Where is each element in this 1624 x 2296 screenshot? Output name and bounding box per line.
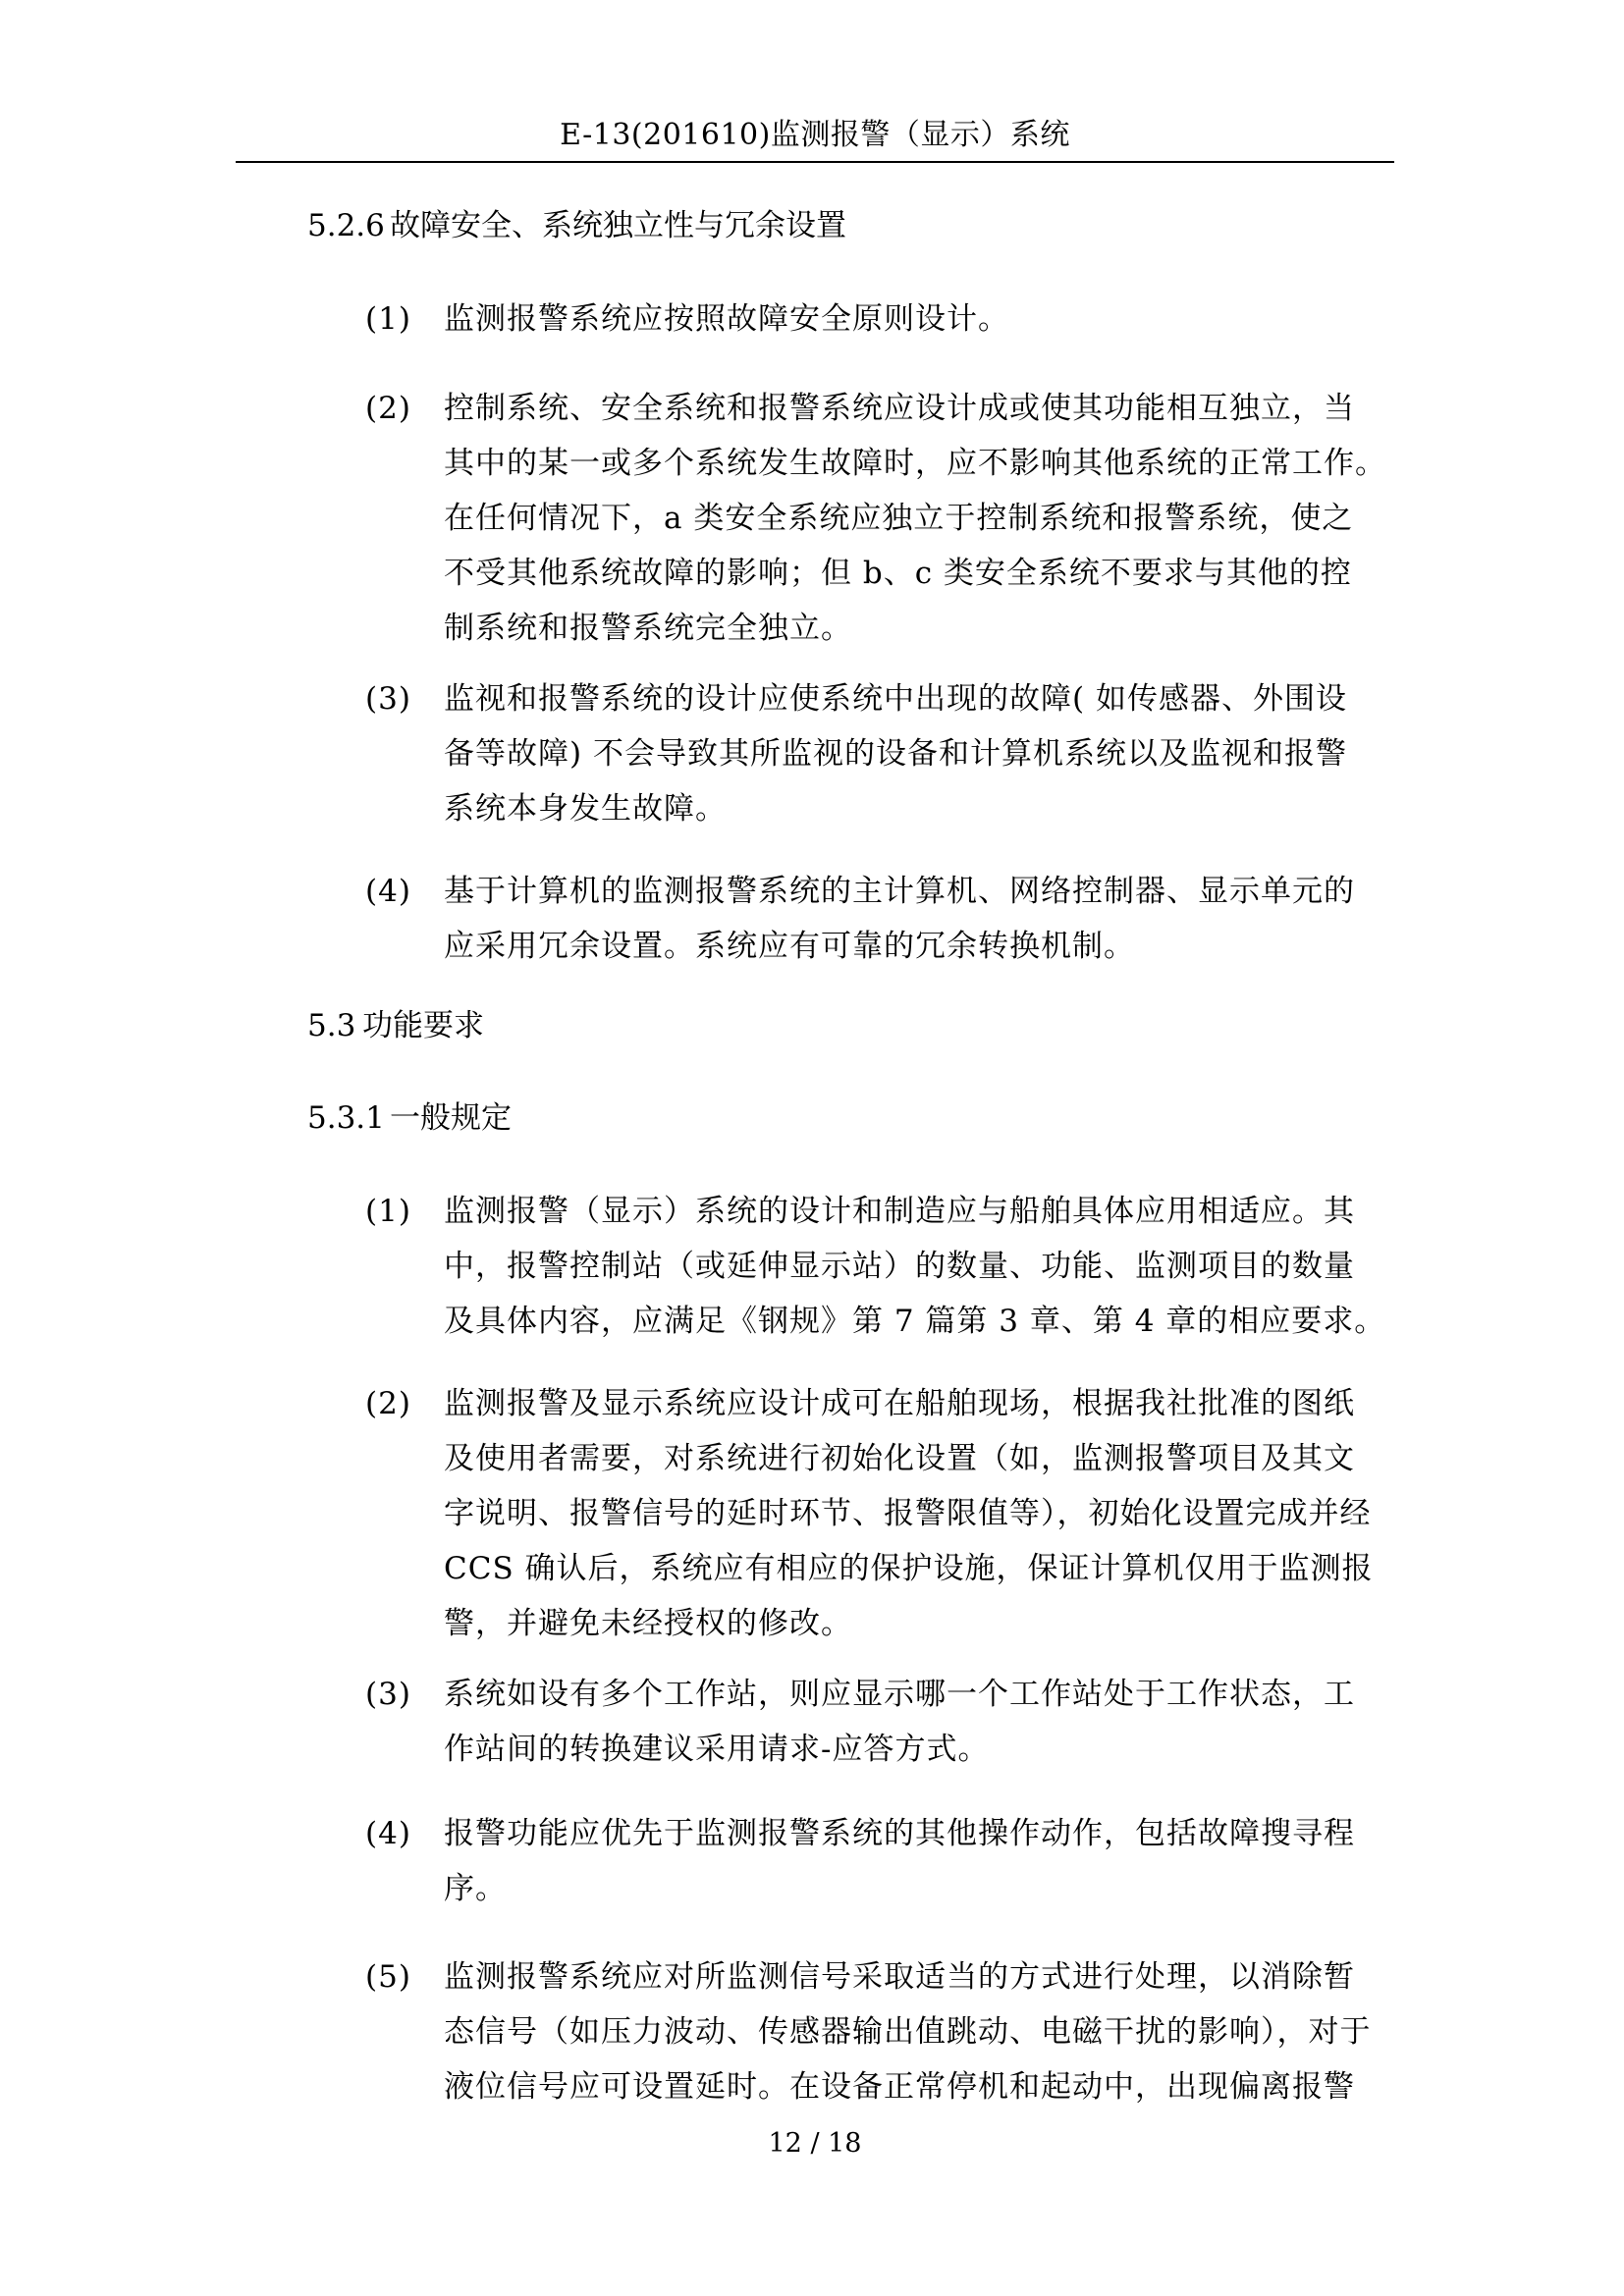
text-line: 监测报警及显示系统应设计成可在船舶现场，根据我社批准的图纸 — [444, 1386, 1355, 1421]
text-line: 报警功能应优先于监测报警系统的其他操作动作，包括故障搜寻程 — [444, 1816, 1355, 1851]
item-number: (3) — [365, 681, 411, 717]
list-item-5-2-6-2 — [365, 381, 1396, 656]
section-heading-5-3-1 — [307, 1098, 512, 1138]
item-text — [444, 864, 1396, 974]
item-text — [444, 1376, 1396, 1651]
text-line: 警，并避免未经授权的修改。 — [444, 1606, 852, 1641]
item-text — [444, 381, 1396, 656]
text-line: 监视和报警系统的设计应使系统中出现的故障( 如传感器、外围设 — [444, 681, 1347, 717]
text-line: 备等故障) 不会导致其所监视的设备和计算机系统以及监视和报警 — [444, 736, 1347, 772]
item-text — [444, 1806, 1396, 1916]
list-item-5-3-1-4 — [365, 1806, 1396, 1916]
text-line: 在任何情况下，a 类安全系统应独立于控制系统和报警系统，使之 — [444, 501, 1354, 536]
item-text — [444, 1667, 1396, 1777]
text-line: 序。 — [444, 1871, 507, 1906]
text-line: 控制系统、安全系统和报警系统应设计成或使其功能相互独立，当 — [444, 391, 1355, 426]
text-line: 应采用冗余设置。系统应有可靠的冗余转换机制。 — [444, 929, 1135, 964]
text-line: 字说明、报警信号的延时环节、报警限值等），初始化设置完成并经 — [444, 1496, 1372, 1531]
section-number: 5.3.1 — [307, 1100, 385, 1136]
item-number: (2) — [365, 1386, 411, 1421]
text-line: 及使用者需要，对系统进行初始化设置（如，监测报警项目及其文 — [444, 1441, 1355, 1476]
section-heading-5-2-6 — [307, 206, 846, 245]
list-item-5-2-6-1 — [365, 292, 1396, 347]
item-text — [444, 1184, 1396, 1349]
list-item-5-2-6-3 — [365, 671, 1396, 836]
item-text — [444, 671, 1396, 836]
header-title: E-13(201610)监测报警（显示）系统 — [560, 118, 1070, 152]
item-number: (1) — [365, 301, 411, 337]
text-line: 及具体内容，应满足《钢规》第 7 篇第 3 章、第 4 章的相应要求。 — [444, 1304, 1386, 1339]
section-number: 5.2.6 — [307, 208, 385, 243]
text-line: 中，报警控制站（或延伸显示站）的数量、功能、监测项目的数量 — [444, 1249, 1355, 1284]
header-divider — [236, 161, 1394, 163]
section-title: 一般规定 — [390, 1100, 512, 1136]
text-line: 液位信号应可设置延时。在设备正常停机和起动中，出现偏离报警 — [444, 2069, 1355, 2105]
text-line: 系统本身发生故障。 — [444, 791, 727, 827]
text-line: 监测报警（显示）系统的设计和制造应与船舶具体应用相适应。其 — [444, 1194, 1355, 1229]
list-item-5-3-1-5 — [365, 1949, 1396, 2114]
section-title: 功能要求 — [362, 1008, 484, 1043]
page-number: 12 / 18 — [768, 2128, 862, 2159]
item-number: (4) — [365, 1816, 411, 1851]
item-text — [444, 292, 1396, 347]
item-number: (1) — [365, 1194, 411, 1229]
item-number: (5) — [365, 1959, 411, 1995]
item-number: (4) — [365, 874, 411, 909]
section-number: 5.3 — [307, 1008, 356, 1043]
section-heading-5-3 — [307, 1006, 484, 1045]
text-line: 系统如设有多个工作站，则应显示哪一个工作站处于工作状态，工 — [444, 1677, 1355, 1712]
list-item-5-3-1-2 — [365, 1376, 1396, 1651]
text-line: CCS 确认后，系统应有相应的保护设施，保证计算机仅用于监测报 — [444, 1551, 1374, 1586]
text-line: 基于计算机的监测报警系统的主计算机、网络控制器、显示单元的 — [444, 874, 1355, 909]
text-line: 作站间的转换建议采用请求-应答方式。 — [444, 1732, 990, 1767]
item-text — [444, 1949, 1396, 2114]
text-line: 制系统和报警系统完全独立。 — [444, 611, 852, 646]
text-line: 其中的某一或多个系统发生故障时，应不影响其他系统的正常工作。 — [444, 446, 1386, 481]
text-line: 态信号（如压力波动、传感器输出值跳动、电磁干扰的影响），对于 — [444, 2014, 1372, 2050]
section-title: 故障安全、系统独立性与冗余设置 — [390, 208, 846, 243]
list-item-5-3-1-3 — [365, 1667, 1396, 1777]
item-number: (2) — [365, 391, 411, 426]
list-item-5-3-1-1 — [365, 1184, 1396, 1349]
text-line: 不受其他系统故障的影响；但 b、c 类安全系统不要求与其他的控 — [444, 556, 1352, 591]
text-line: 监测报警系统应按照故障安全原则设计。 — [444, 301, 1009, 337]
text-line: 监测报警系统应对所监测信号采取适当的方式进行处理，以消除暂 — [444, 1959, 1355, 1995]
item-number: (3) — [365, 1677, 411, 1712]
list-item-5-2-6-4 — [365, 864, 1396, 974]
